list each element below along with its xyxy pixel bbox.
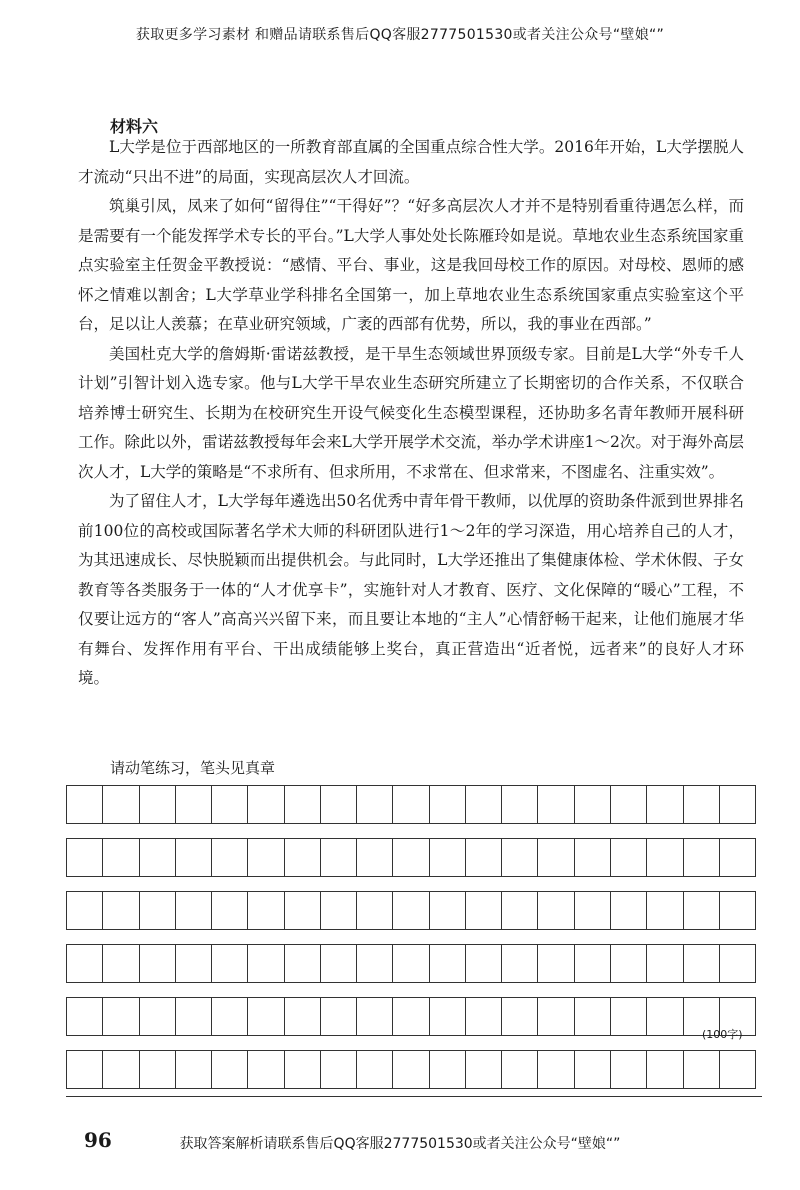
grid-cell[interactable]	[103, 945, 139, 982]
grid-cell[interactable]	[176, 892, 212, 929]
grid-cell[interactable]	[103, 1051, 139, 1088]
grid-cell[interactable]	[140, 1051, 176, 1088]
grid-cell[interactable]	[393, 839, 429, 876]
grid-cell[interactable]	[357, 998, 393, 1035]
grid-cell[interactable]	[321, 839, 357, 876]
grid-cell[interactable]	[67, 1051, 103, 1088]
grid-cell[interactable]	[67, 892, 103, 929]
grid-cell[interactable]	[502, 945, 538, 982]
practice-label: 请动笔练习，笔头见真章	[110, 759, 276, 777]
grid-cell[interactable]	[103, 839, 139, 876]
grid-cell[interactable]	[538, 839, 574, 876]
grid-cell[interactable]	[611, 839, 647, 876]
grid-cell[interactable]	[466, 998, 502, 1035]
grid-cell[interactable]	[176, 998, 212, 1035]
grid-cell[interactable]	[285, 998, 321, 1035]
grid-cell[interactable]	[140, 998, 176, 1035]
grid-cell[interactable]	[538, 892, 574, 929]
word-count-note: (100字)	[702, 1028, 743, 1041]
writing-grid	[66, 785, 756, 1103]
material-body	[78, 133, 744, 694]
grid-cell[interactable]	[538, 1051, 574, 1088]
grid-cell[interactable]	[321, 892, 357, 929]
grid-cell[interactable]	[684, 839, 720, 876]
grid-cell[interactable]	[575, 1051, 611, 1088]
grid-cell[interactable]	[393, 786, 429, 823]
grid-cell[interactable]	[611, 998, 647, 1035]
paragraph: 美国杜克大学的詹姆斯·雷诺兹教授，是干旱生态领域世界顶级专家。目前是L大学“外专千人计划”引智计划入选专家。他与L大学干旱农业生态研究所建立了长期密切的合作关系，不仅联合培养博士研究生、长期为在校研究生开设气候变化生态模型课程，还协助多名青年教师开展科研工作。除此以外，雷诺兹教授每年会来L大学开展学术交流，举办学术讲座1～2次。对于海外高层次人才，L大学的策略是“不求所有、但求所用，不求常在、但求常来，不图虚名、注重实效”。	[78, 344, 744, 481]
grid-cell[interactable]	[502, 892, 538, 929]
grid-cell[interactable]	[103, 786, 139, 823]
grid-cell[interactable]	[611, 892, 647, 929]
grid-cell[interactable]	[321, 1051, 357, 1088]
grid-cell[interactable]	[357, 945, 393, 982]
grid-row	[66, 891, 756, 930]
grid-cell[interactable]	[357, 892, 393, 929]
grid-cell[interactable]	[684, 945, 720, 982]
grid-cell[interactable]	[575, 786, 611, 823]
grid-cell[interactable]	[502, 839, 538, 876]
grid-cell[interactable]	[575, 945, 611, 982]
grid-cell[interactable]	[430, 998, 466, 1035]
grid-cell[interactable]	[684, 1051, 720, 1088]
grid-cell[interactable]	[140, 892, 176, 929]
grid-cell[interactable]	[720, 945, 755, 982]
grid-row	[66, 785, 756, 824]
grid-cell[interactable]	[357, 786, 393, 823]
grid-cell[interactable]	[502, 786, 538, 823]
grid-cell[interactable]	[285, 1051, 321, 1088]
grid-cell[interactable]	[502, 998, 538, 1035]
grid-cell[interactable]	[285, 892, 321, 929]
grid-cell[interactable]	[611, 1051, 647, 1088]
page-number: 96	[84, 1128, 112, 1152]
grid-cell[interactable]	[430, 839, 466, 876]
grid-cell[interactable]	[430, 786, 466, 823]
grid-cell[interactable]	[212, 892, 248, 929]
grid-cell[interactable]	[538, 945, 574, 982]
grid-cell[interactable]	[176, 945, 212, 982]
grid-cell[interactable]	[538, 786, 574, 823]
grid-cell[interactable]	[212, 1051, 248, 1088]
grid-cell[interactable]	[647, 786, 683, 823]
grid-row	[66, 838, 756, 877]
grid-cell[interactable]	[502, 1051, 538, 1088]
paragraph: 筑巢引凤，凤来了如何“留得住”“干得好”？“好多高层次人才并不是特别看重待遇怎么样，而是需要有一个能发挥学术专长的平台。”L大学人事处处长陈雁玲如是说。草地农业生态系统国家重点实验室主任贺金平教授说：“感情、平台、事业，这是我回母校工作的原因。对母校、恩师的感怀之情难以割舍；L大学草业学科排名全国第一，加上草地农业生态系统国家重点实验室这个平台，足以让人羡慕；在草业研究领域，广袤的西部有优势，所以，我的事业在西部。”	[78, 197, 744, 333]
grid-cell[interactable]	[176, 839, 212, 876]
grid-cell[interactable]	[248, 786, 284, 823]
grid-cell[interactable]	[285, 945, 321, 982]
grid-cell[interactable]	[720, 786, 755, 823]
grid-cell[interactable]	[357, 1051, 393, 1088]
grid-cell[interactable]	[575, 892, 611, 929]
grid-cell[interactable]	[393, 892, 429, 929]
paragraph: 为了留住人才，L大学每年遴选出50名优秀中青年骨干教师，以优厚的资助条件派到世界排名前100位的高校或国际著名学术大师的科研团队进行1～2年的学习深造，用心培养自己的人才，为其迅速成长、尽快脱颖而出提供机会。与此同时，L大学还推出了集健康体检、学术休假、子女教育等各类服务于一体的“人才优享卡”，实施针对人才教育、医疗、文化保障的“暖心”工程，不仅要让远方的“客人”高高兴兴留下来，而且要让本地的“主人”心情舒畅干起来，让他们施展才华有舞台、发挥作用有平台、干出成绩能够上奖台，真正营造出“近者悦，远者来”的良好人才环境。	[78, 492, 744, 687]
grid-cell[interactable]	[575, 998, 611, 1035]
page-header: 获取更多学习素材 和赠品请联系售后QQ客服2777501530或者关注公众号“壁娘“”	[135, 27, 665, 43]
grid-cell[interactable]	[647, 945, 683, 982]
grid-cell[interactable]	[321, 786, 357, 823]
grid-cell[interactable]	[393, 998, 429, 1035]
grid-cell[interactable]	[140, 839, 176, 876]
grid-cell[interactable]	[67, 839, 103, 876]
grid-cell[interactable]	[684, 786, 720, 823]
grid-cell[interactable]	[212, 945, 248, 982]
grid-cell[interactable]	[103, 892, 139, 929]
grid-row	[66, 1050, 756, 1089]
grid-cell[interactable]	[466, 839, 502, 876]
page-footer: 获取答案解析请联系售后QQ客服2777501530或者关注公众号“壁娘“”	[179, 1136, 621, 1152]
grid-cell[interactable]	[321, 998, 357, 1035]
grid-cell[interactable]	[647, 1051, 683, 1088]
grid-cell[interactable]	[212, 839, 248, 876]
grid-cell[interactable]	[430, 892, 466, 929]
grid-cell[interactable]	[212, 998, 248, 1035]
grid-cell[interactable]	[393, 945, 429, 982]
grid-cell[interactable]	[248, 945, 284, 982]
grid-cell[interactable]	[67, 786, 103, 823]
grid-cell[interactable]	[248, 998, 284, 1035]
grid-cell[interactable]	[103, 998, 139, 1035]
grid-cell[interactable]	[466, 945, 502, 982]
grid-row	[66, 997, 756, 1036]
grid-cell[interactable]	[647, 998, 683, 1035]
grid-cell[interactable]	[466, 786, 502, 823]
grid-cell[interactable]	[67, 998, 103, 1035]
bottom-divider	[66, 1096, 762, 1097]
grid-cell[interactable]	[466, 892, 502, 929]
grid-cell[interactable]	[647, 892, 683, 929]
grid-cell[interactable]	[720, 892, 755, 929]
paragraph: L大学是位于西部地区的一所教育部直属的全国重点综合性大学。2016年开始，L大学摆脱人才流动“只出不进”的局面，实现高层次人才回流。	[78, 138, 744, 186]
grid-cell[interactable]	[321, 945, 357, 982]
grid-cell[interactable]	[720, 839, 755, 876]
grid-cell[interactable]	[393, 1051, 429, 1088]
grid-cell[interactable]	[67, 945, 103, 982]
grid-cell[interactable]	[212, 786, 248, 823]
grid-cell[interactable]	[248, 892, 284, 929]
grid-cell[interactable]	[285, 786, 321, 823]
grid-cell[interactable]	[176, 786, 212, 823]
grid-cell[interactable]	[140, 786, 176, 823]
grid-cell[interactable]	[357, 839, 393, 876]
grid-cell[interactable]	[285, 839, 321, 876]
grid-cell[interactable]	[140, 945, 176, 982]
grid-cell[interactable]	[684, 892, 720, 929]
grid-cell[interactable]	[248, 1051, 284, 1088]
grid-cell[interactable]	[647, 839, 683, 876]
grid-cell[interactable]	[611, 945, 647, 982]
section-title: 材料六	[110, 117, 159, 136]
grid-cell[interactable]	[538, 998, 574, 1035]
grid-cell[interactable]	[176, 1051, 212, 1088]
grid-row	[66, 944, 756, 983]
grid-cell[interactable]	[430, 1051, 466, 1088]
grid-cell[interactable]	[611, 786, 647, 823]
grid-cell[interactable]	[466, 1051, 502, 1088]
grid-cell[interactable]	[720, 1051, 755, 1088]
grid-cell[interactable]	[575, 839, 611, 876]
grid-cell[interactable]	[248, 839, 284, 876]
grid-cell[interactable]	[430, 945, 466, 982]
